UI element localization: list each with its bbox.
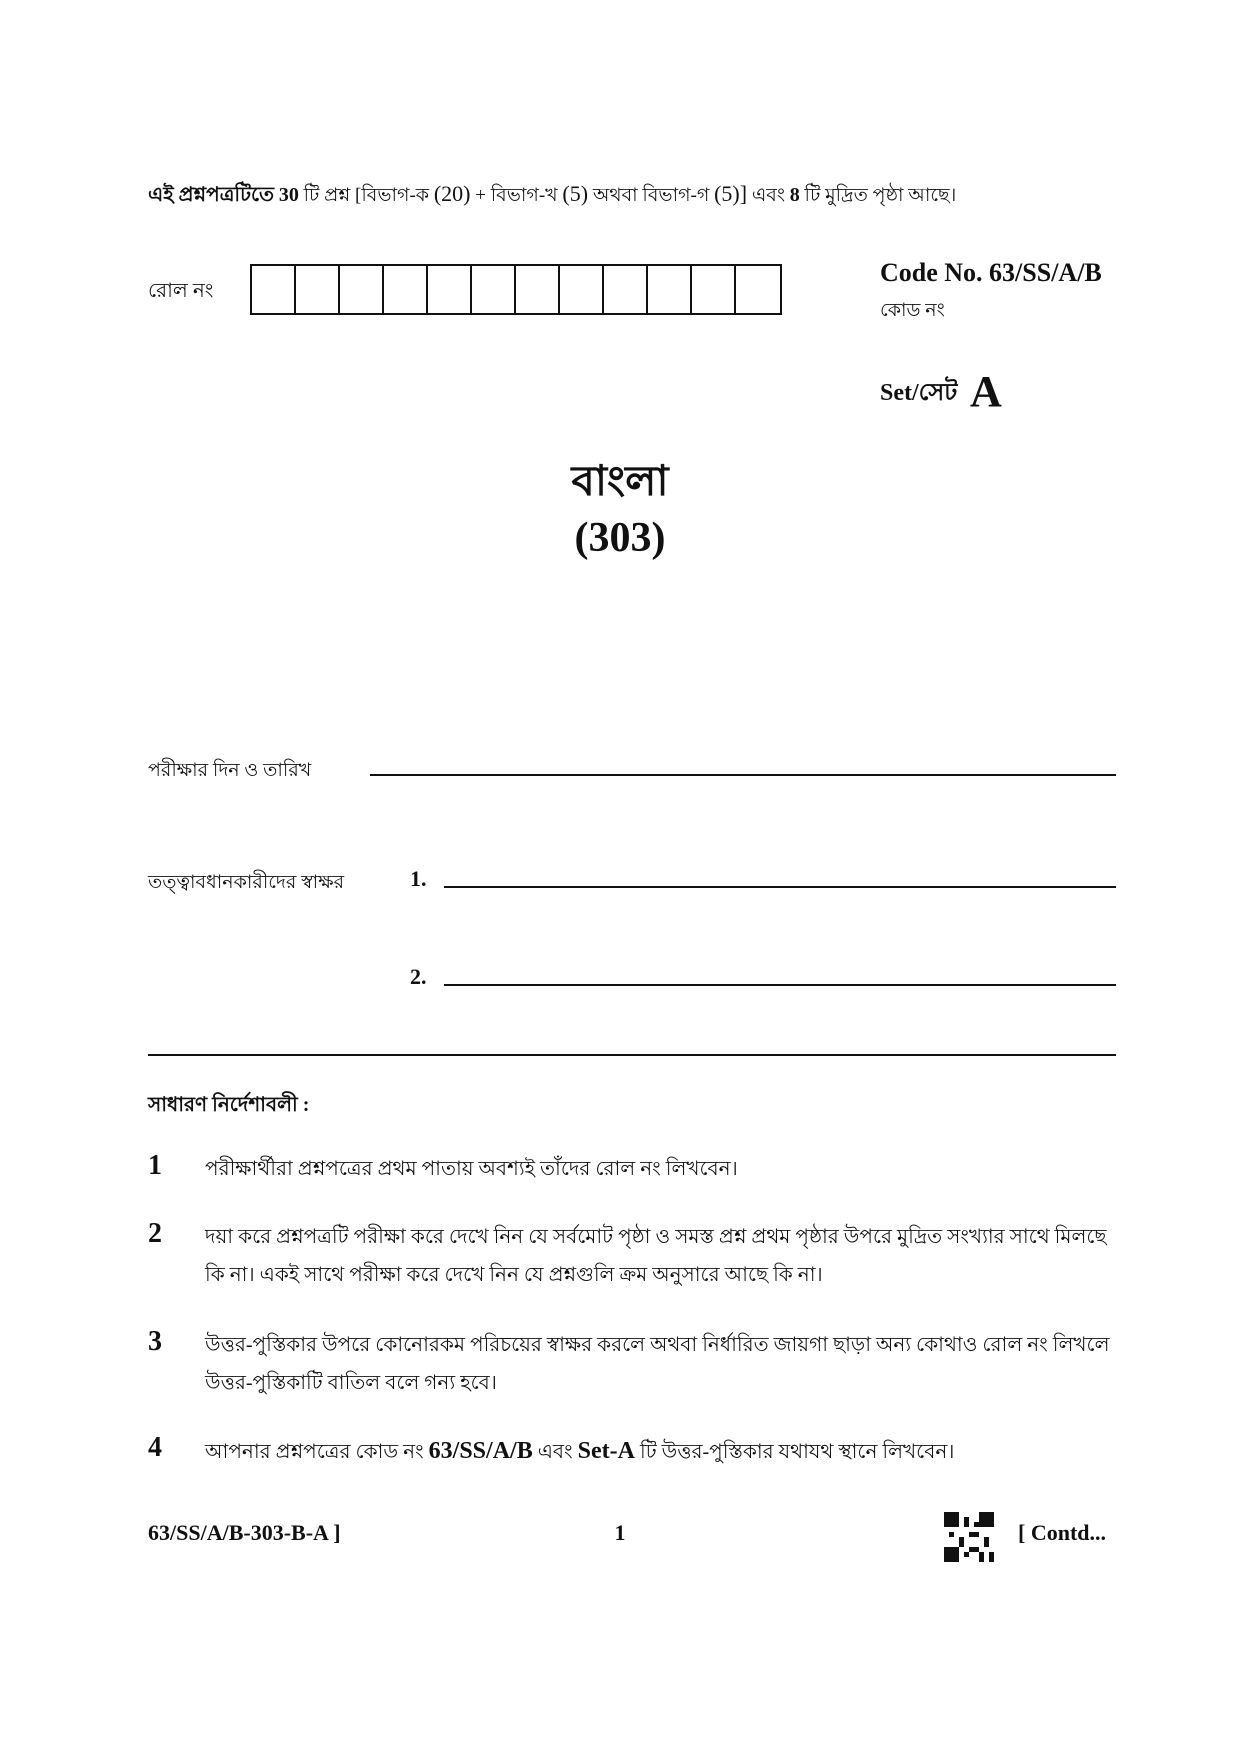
roll-number-box[interactable] bbox=[692, 266, 736, 313]
instruction-1-number: 1 bbox=[148, 1150, 162, 1181]
info-part6: টি মুদ্রিত পৃষ্ঠা আছে। bbox=[804, 185, 957, 206]
instruction-4-code: 63/SS/A/B bbox=[428, 1438, 533, 1464]
roll-number-box[interactable] bbox=[516, 266, 560, 313]
info-part2: টি প্রশ্ন [বিভাগ-ক bbox=[303, 185, 430, 206]
roll-number-boxes[interactable] bbox=[250, 264, 782, 315]
signature-1-number: 1. bbox=[410, 866, 427, 891]
signature-2-number: 2. bbox=[410, 964, 427, 989]
info-page-count: 8 bbox=[789, 184, 800, 206]
roll-number-box[interactable] bbox=[736, 266, 780, 313]
info-section-c: (5)] bbox=[714, 181, 748, 206]
instruction-2-text: দয়া করে প্রশ্নপত্রটি পরীক্ষা করে দেখে নিন যে সর্বমোট পৃষ্ঠা ও সমস্ত প্রশ্ন প্রথম পৃষ্ঠার উপরে মুদ্রিত সংখ্যার সাথে মিলছে কি না। একই সাথে পরীক্ষা করে দেখে নিন যে প্রশ্নগুলি ক্রম অনুসারে আছে কি না। bbox=[205, 1226, 1107, 1286]
subject-title: বাংলা bbox=[571, 459, 669, 505]
footer-paper-code: 63/SS/A/B-303-B-A ] bbox=[148, 1520, 341, 1545]
roll-number-box[interactable] bbox=[472, 266, 516, 313]
instruction-4-text-b: এবং bbox=[537, 1441, 573, 1463]
signature-2-line[interactable] bbox=[444, 984, 1116, 986]
roll-number-box[interactable] bbox=[648, 266, 692, 313]
instruction-1-text: পরীক্ষার্থীরা প্রশ্নপত্রের প্রথম পাতায় অবশ্যই তাঁদের রোল নং লিখবেন। bbox=[205, 1158, 738, 1180]
info-part5: এবং bbox=[751, 185, 786, 206]
set-letter: A bbox=[970, 367, 1002, 416]
instructions-heading: সাধারণ নির্দেশাবলী : bbox=[148, 1094, 310, 1116]
instruction-2-number: 2 bbox=[148, 1218, 162, 1249]
instruction-4-text-c: টি উত্তর-পুস্তিকার যথাযথ স্থানে লিখবেন। bbox=[640, 1441, 955, 1463]
invigilator-signature-label: তত্ত্বাবধানকারীদের স্বাক্ষর bbox=[148, 872, 345, 893]
roll-number-box[interactable] bbox=[604, 266, 648, 313]
info-part1: এই প্রশ্নপত্রটিতে bbox=[148, 184, 275, 206]
roll-number-box[interactable] bbox=[428, 266, 472, 313]
info-section-b: (5) bbox=[562, 181, 589, 206]
set-label: Set/সেট bbox=[880, 380, 958, 406]
roll-number-label: রোল নং bbox=[148, 280, 214, 302]
instruction-4-set: Set-A bbox=[577, 1438, 635, 1464]
info-question-count: 30 bbox=[278, 184, 299, 206]
subject-code: (303) bbox=[574, 515, 666, 561]
section-divider bbox=[148, 1054, 1116, 1056]
info-part4: অথবা বিভাগ-গ bbox=[592, 185, 710, 206]
roll-number-box[interactable] bbox=[252, 266, 296, 313]
paper-info-line bbox=[148, 180, 956, 213]
roll-number-box[interactable] bbox=[340, 266, 384, 313]
exam-date-line[interactable] bbox=[370, 774, 1116, 776]
signature-1-line[interactable] bbox=[444, 886, 1116, 888]
instruction-4-text bbox=[205, 1432, 1120, 1471]
instruction-3-number: 3 bbox=[148, 1326, 162, 1357]
code-number-bengali-label: কোড নং bbox=[880, 300, 945, 321]
info-part3: + বিভাগ-খ bbox=[475, 185, 558, 206]
instruction-3-text: উত্তর-পুস্তিকার উপরে কোনোরকম পরিচয়ের স্বাক্ষর করলে অথবা নির্ধারিত জায়গা ছাড়া অন্য কোথাও রোল নং লিখলে উত্তর-পুস্তিকাটি বাতিল বলে গন্য হবে। bbox=[205, 1334, 1110, 1394]
roll-number-box[interactable] bbox=[296, 266, 340, 313]
code-number: Code No. 63/SS/A/B bbox=[880, 258, 1102, 287]
exam-date-label: পরীক্ষার দিন ও তারিখ bbox=[148, 760, 312, 781]
qr-code-icon bbox=[944, 1512, 994, 1562]
instruction-4-text-a: আপনার প্রশ্নপত্রের কোড নং bbox=[205, 1441, 424, 1463]
continued-label: [ Contd... bbox=[1018, 1520, 1107, 1545]
info-section-a: (20) bbox=[433, 181, 471, 206]
page-number: 1 bbox=[614, 1520, 626, 1545]
instruction-4-number: 4 bbox=[148, 1432, 162, 1463]
roll-number-box[interactable] bbox=[384, 266, 428, 313]
roll-number-box[interactable] bbox=[560, 266, 604, 313]
